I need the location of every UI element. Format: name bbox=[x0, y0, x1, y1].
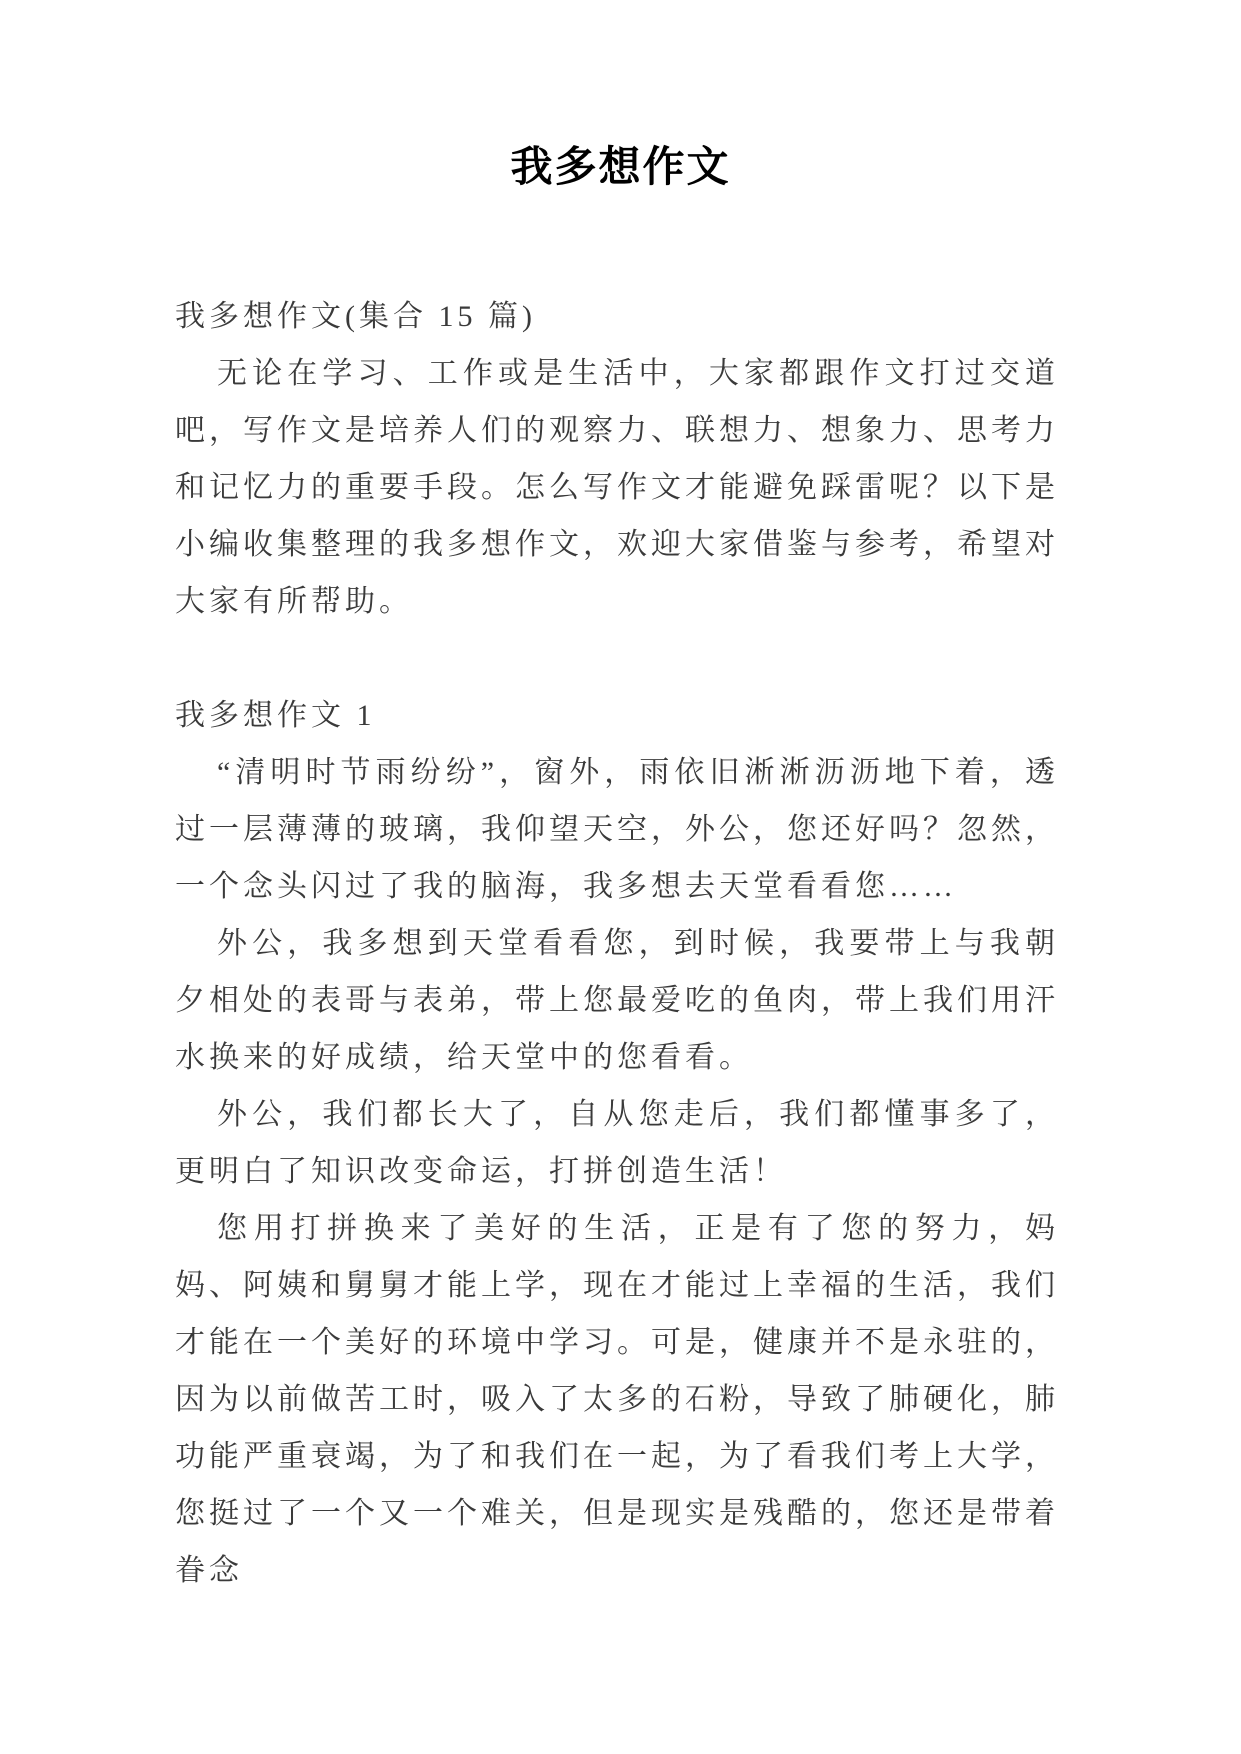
essay-paragraph: “清明时节雨纷纷”，窗外，雨依旧淅淅沥沥地下着，透过一层薄薄的玻璃，我仰望天空，外公，您还好吗？忽然，一个念头闪过了我的脑海，我多想去天堂看看您…… bbox=[175, 756, 1059, 903]
essay-paragraph: 外公，我们都长大了，自从您走后，我们都懂事多了，更明白了知识改变命运，打拼创造生活！ bbox=[175, 1098, 1059, 1188]
essay-paragraph: 外公，我多想到天堂看看您，到时候，我要带上与我朝夕相处的表哥与表弟，带上您最爱吃的鱼肉，带上我们用汗水换来的好成绩，给天堂中的您看看。 bbox=[175, 927, 1059, 1074]
page-title: 我多想作文 bbox=[510, 145, 731, 191]
document-body bbox=[0, 288, 1241, 1599]
section-heading: 我多想作文 1 bbox=[175, 699, 376, 732]
document-subtitle: 我多想作文(集合 15 篇) bbox=[175, 300, 536, 333]
blank-line bbox=[175, 630, 1059, 687]
essay-paragraph: 您用打拼换来了美好的生活，正是有了您的努力，妈妈、阿姨和舅舅才能上学，现在才能过上幸福的生活，我们才能在一个美好的环境中学习。可是，健康并不是永驻的，因为以前做苦工时，吸入了太多的石粉，导致了肺硬化，肺功能严重衰竭，为了和我们在一起，为了看我们考上大学，您挺过了一个又一个难关，但是现实是残酷的，您还是带着眷念 bbox=[175, 1212, 1059, 1587]
intro-paragraph: 无论在学习、工作或是生活中，大家都跟作文打过交道吧，写作文是培养人们的观察力、联想力、想象力、思考力和记忆力的重要手段。怎么写作文才能避免踩雷呢？以下是小编收集整理的我多想作文，欢迎大家借鉴与参考，希望对大家有所帮助。 bbox=[175, 357, 1059, 618]
